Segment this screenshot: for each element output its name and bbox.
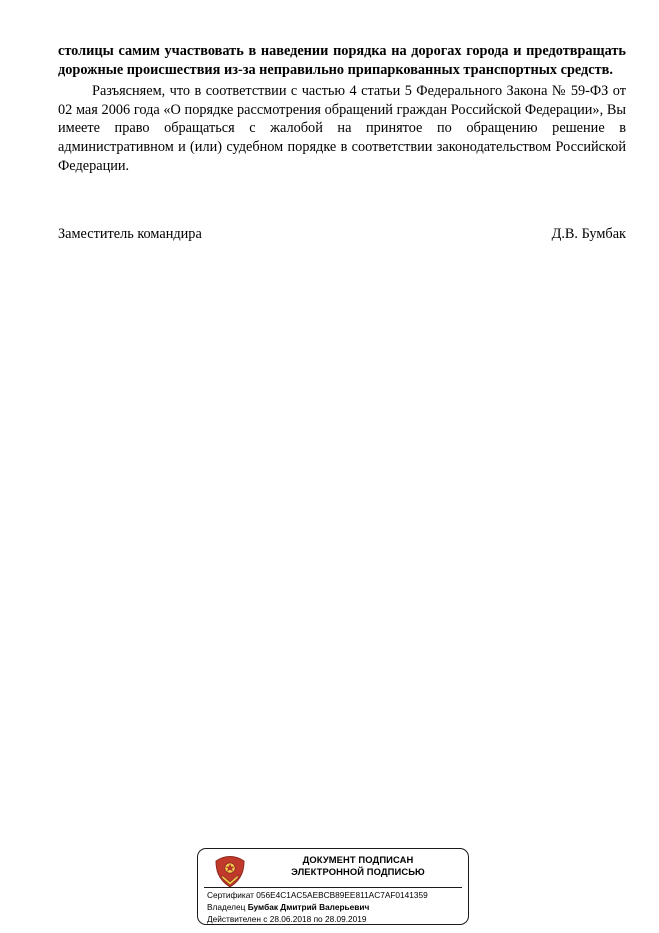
stamp-valid-from: 28.06.2018 <box>269 913 312 924</box>
stamp-valid-to: 28.09.2019 <box>324 913 367 924</box>
stamp-title <box>254 854 462 878</box>
stamp-owner-value: Бумбак Дмитрий Валерьевич <box>247 901 370 912</box>
stamp-owner-label: Владелец <box>207 901 246 912</box>
mvd-emblem-icon <box>210 855 250 889</box>
stamp-valid-to-label: по <box>313 913 323 924</box>
stamp-valid-label: Действителен с <box>207 913 268 924</box>
stamp-divider <box>204 887 462 888</box>
paragraph-explanation: Разъясняем, что в соответствии с частью 4 статьи 5 Федерального Закона № 59-ФЗ от 02 мая 2006 года «О порядке рассмотрения обращений граждан Российской Федерации», Вы имеете право обращаться с жалобой на принятое по обращению решение в административном и (или) судебном порядке в соответствии законодательством Российской Федерации. <box>58 82 626 175</box>
electronic-signature-stamp <box>197 848 469 925</box>
stamp-certificate-value: 056E4C1AC5AEBCB89EE811AC7AF0141359 <box>256 890 428 900</box>
stamp-certificate-label: Сертификат <box>207 890 254 900</box>
signer-name: Д.В. Бумбак <box>551 226 626 242</box>
signer-position: Заместитель командира <box>58 226 202 242</box>
stamp-certificate-row <box>207 890 462 902</box>
stamp-title-line1: ДОКУМЕНТ ПОДПИСАН <box>302 854 414 865</box>
stamp-owner-row <box>207 902 462 914</box>
paragraph-continuation: столицы самим участвовать в наведении порядка на дорогах города и предотвращать дорожные происшествия из-за неправильно припаркованных транспортных средств. <box>58 43 626 78</box>
stamp-validity-row <box>207 914 462 926</box>
document-body <box>58 42 626 176</box>
stamp-title-line2: ЭЛЕКТРОННОЙ ПОДПИСЬЮ <box>291 865 425 877</box>
signature-block <box>58 226 626 243</box>
stamp-details <box>207 890 462 925</box>
